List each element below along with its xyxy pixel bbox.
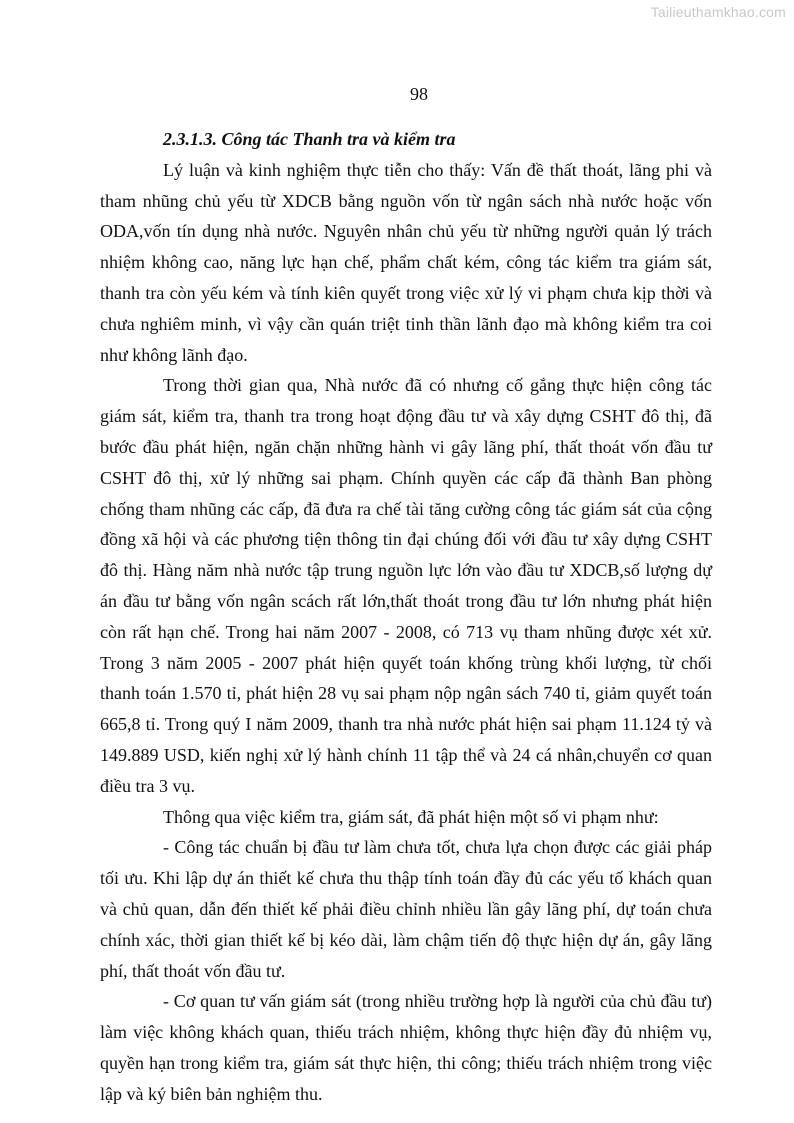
section-heading: 2.3.1.3. Công tác Thanh tra và kiểm tra <box>163 129 456 149</box>
paragraph-intro: Lý luận và kinh nghiệm thực tiễn cho thấy: Vấn đề thất thoát, lãng phi và tham nhũng chủ yếu từ XDCB bằng nguồn vốn từ ngân sách nhà nước hoặc vốn ODA,vốn tín dụng nhà nước. Nguyên nhân chủ yếu từ những người quản lý trách nhiệm không cao, năng lực hạn chế, phẩm chất kém, công tác kiểm tra giám sát, thanh tra còn yếu kém và tính kiên quyết trong việc xử lý vi phạm chưa kịp thời và chưa nghiêm minh, vì vậy cần quán triệt tinh thần lãnh đạo mà không kiểm tra coi như không lãnh đạo. <box>100 159 712 365</box>
page-number: 98 <box>410 84 428 104</box>
document-body <box>100 124 712 1110</box>
paragraph-violations-intro: Thông qua việc kiểm tra, giám sát, đã phát hiện một số vi phạm như: <box>163 806 659 827</box>
bullet-supervision-consultant: - Cơ quan tư vấn giám sát (trong nhiều trường hợp là người của chủ đầu tư) làm việc không khách quan, thiếu trách nhiệm, không thực hiện đầy đủ nhiệm vụ, quyền hạn trong kiểm tra, giám sát thực hiện, thi công; thiếu trách nhiệm trong việc lập và ký biên bản nghiệm thu. <box>100 991 712 1104</box>
bullet-investment-preparation: - Công tác chuẩn bị đầu tư làm chưa tốt, chưa lựa chọn được các giải pháp tối ưu. Khi lập dự án thiết kế chưa thu thập tính toán đầy đủ các yếu tố khách quan và chủ quan, dẫn đến thiết kế phải điều chỉnh nhiều lần gây lãng phí, dự toán chưa chính xác, thời gian thiết kế bị kéo dài, làm chậm tiến độ thực hiện dự án, gây lãng phí, thất thoát vốn đầu tư. <box>100 837 712 981</box>
paragraph-recent-efforts: Trong thời gian qua, Nhà nước đã có nhưng cố gắng thực hiện công tác giám sát, kiểm tra, thanh tra trong hoạt động đầu tư và xây dựng CSHT đô thị, đã bước đầu phát hiện, ngăn chặn những hành vi gây lãng phí, thất thoát vốn đầu tư CSHT đô thị, xử lý những sai phạm. Chính quyền các cấp đã thành Ban phòng chống tham nhũng các cấp, đã đưa ra chế tài tăng cường công tác giám sát của cộng đồng xã hội và các phương tiện thông tin đại chúng đối với đầu tư xây dựng CSHT đô thị. Hàng năm nhà nước tập trung nguồn lực lớn vào đầu tư XDCB,số lượng dự án đầu tư bằng vốn ngân scách rất lớn,thất thoát trong đầu tư lớn nhưng phát hiện còn rất hạn chế. Trong hai năm 2007 - 2008, có 713 vụ tham nhũng được xét xử. Trong 3 năm 2005 - 2007 phát hiện quyết toán khống trùng khối lượng, từ chối thanh toán 1.570 tỉ, phát hiện 28 vụ sai phạm nộp ngân sách 740 tỉ, giảm quyết toán 665,8 tỉ. Trong quý I năm 2009, thanh tra nhà nước phát hiện sai phạm 11.124 tỷ và 149.889 USD, kiến nghị xử lý hành chính 11 tập thể và 24 cá nhân,chuyển cơ quan điều tra 3 vụ. <box>100 375 712 796</box>
watermark-text: Tailieuthamkhao.com <box>650 4 786 20</box>
